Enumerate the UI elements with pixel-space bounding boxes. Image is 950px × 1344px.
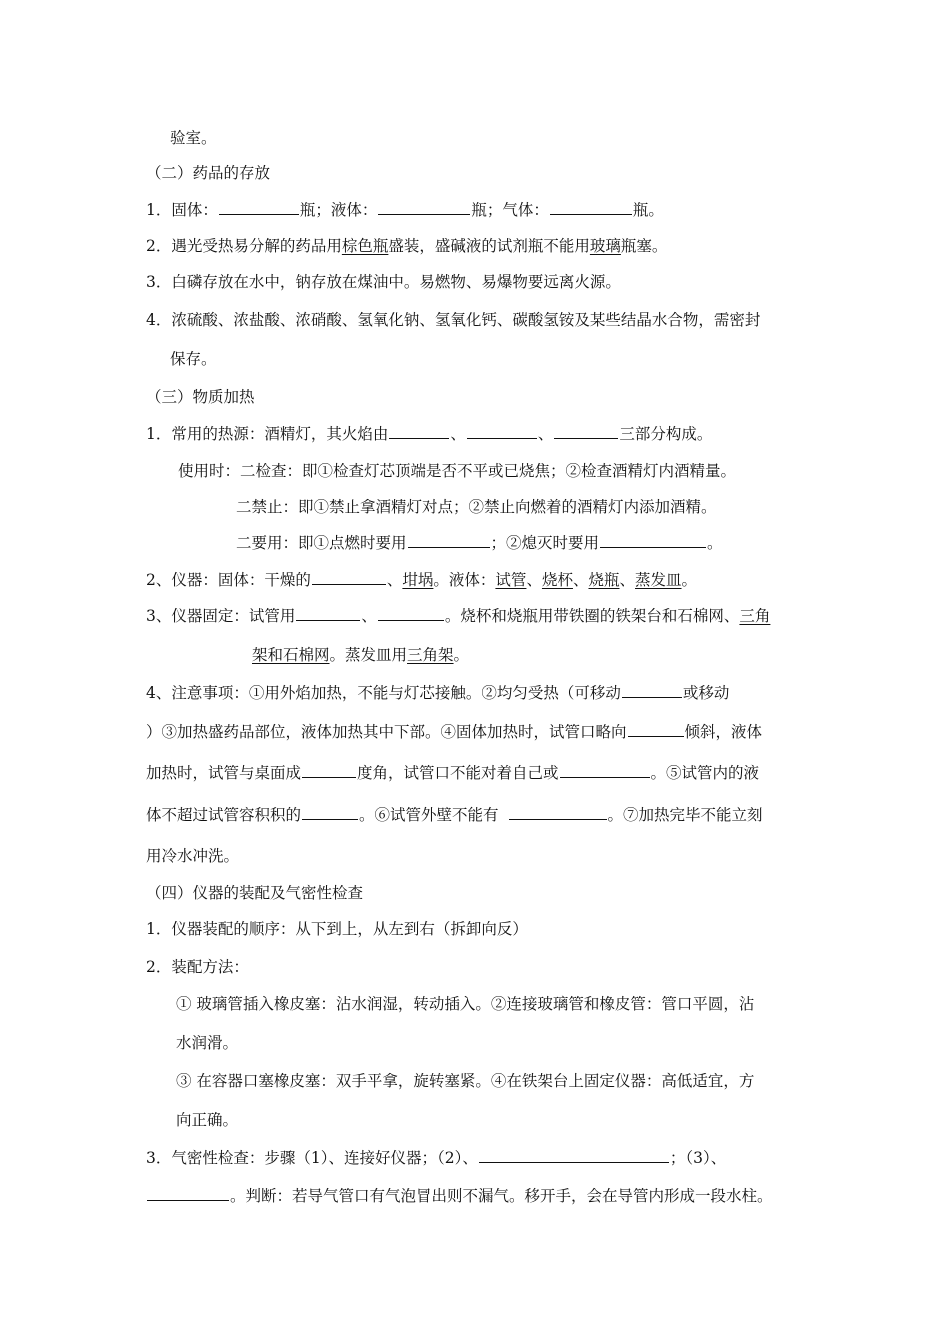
- fill-blank[interactable]: [147, 1186, 229, 1201]
- text-line: 保存。: [170, 350, 217, 368]
- text-line-storage-3: 3．白磷存放在水中，钠存放在煤油中。易燃物、易爆物要远离火源。: [146, 273, 621, 291]
- text-line-notes-3: 加热时，试管与桌面成 度角，试管口不能对着自己或 。⑤试管内的液: [146, 764, 760, 782]
- section-heading-heating: （三）物质加热: [146, 388, 255, 406]
- fill-blank[interactable]: [622, 683, 682, 698]
- fill-blank[interactable]: [378, 200, 470, 215]
- text-line-airtight-2: 。判断：若导气管口有气泡冒出则不漏气。移开手，会在导管内形成一段水柱。: [146, 1186, 773, 1206]
- text-line: 使用时：二检查：即①检查灯芯顶端是否不平或已烧焦；②检查酒精灯内酒精量。: [178, 462, 737, 480]
- fill-blank[interactable]: [302, 805, 358, 820]
- fill-blank[interactable]: [296, 606, 360, 621]
- fill-blank[interactable]: [467, 424, 537, 439]
- fill-blank[interactable]: [600, 533, 706, 548]
- section-heading-assembly: （四）仪器的装配及气密性检查: [146, 884, 364, 902]
- text-line: 向正确。: [176, 1111, 239, 1129]
- fill-blank[interactable]: [389, 424, 449, 439]
- text-line: 二要用：即①点燃时要用 ；②熄灭时要用 。: [236, 534, 723, 552]
- fill-blank[interactable]: [302, 763, 356, 778]
- fill-blank[interactable]: [628, 722, 684, 737]
- fill-blank[interactable]: [560, 763, 650, 778]
- fill-blank[interactable]: [312, 570, 386, 585]
- text-line-fixing: 3、仪器固定：试管用 、 。烧杯和烧瓶用带铁圈的铁架台和石棉网、三角: [146, 607, 771, 625]
- fill-blank[interactable]: [408, 533, 490, 548]
- text-line-storage-2: 2．遇光受热易分解的药品用棕色瓶盛装，盛碱液的试剂瓶不能用玻璃瓶塞。: [146, 237, 668, 255]
- fill-blank[interactable]: [378, 606, 444, 621]
- fill-blank[interactable]: [509, 805, 607, 820]
- fill-blank[interactable]: [554, 424, 618, 439]
- text-line-instruments: 2、仪器：固体：干燥的 、坩埚。液体：试管、烧杯、烧瓶、蒸发皿。: [146, 571, 698, 589]
- fill-blank[interactable]: [479, 1148, 669, 1163]
- text-line-assembly-1: 1．仪器装配的顺序：从下到上，从左到右（拆卸向反）: [146, 920, 528, 938]
- text-line: 验室。: [170, 129, 217, 147]
- text-line-notes-1: 4、注意事项：①用外焰加热，不能与灯芯接触。②均匀受热（可移动 或移动: [146, 684, 730, 702]
- text-line: 架和石棉网。蒸发皿用三角架。: [252, 646, 470, 664]
- text-line: ① 玻璃管插入橡皮塞：沾水润湿，转动插入。②连接玻璃管和橡皮管：管口平圆，沾: [176, 995, 755, 1013]
- text-line: 水润滑。: [176, 1034, 239, 1052]
- text-line-storage-4: 4．浓硫酸、浓盐酸、浓硝酸、氢氧化钠、氢氧化钙、碳酸氢铵及某些结晶水合物，需密封: [146, 311, 761, 329]
- text-line: ③ 在容器口塞橡皮塞：双手平拿，旋转塞紧。④在铁架台上固定仪器：高低适宜，方: [176, 1072, 755, 1090]
- text-line: 二禁止：即①禁止拿酒精灯对点；②禁止向燃着的酒精灯内添加酒精。: [236, 498, 717, 516]
- text-line-notes-2: ）③加热盛药品部位，液体加热其中下部。④固体加热时，试管口略向 倾斜，液体: [146, 723, 763, 741]
- fill-blank[interactable]: [219, 200, 299, 215]
- text-line-notes-4: 体不超过试管容积积的 。⑥试管外壁不能有 。⑦加热完毕不能立刻: [146, 806, 763, 824]
- text-line-assembly-2: 2．装配方法：: [146, 958, 249, 976]
- text-line-storage-1: 1．固体： 瓶；液体： 瓶；气体： 瓶。: [146, 201, 664, 219]
- text-line-airtight: 3．气密性检查：步骤（1）、连接好仪器；（2）、 ；（3）、: [146, 1149, 727, 1167]
- fill-blank[interactable]: [550, 200, 632, 215]
- text-line: 用冷水冲洗。: [146, 847, 240, 865]
- section-heading-storage: （二）药品的存放: [146, 164, 271, 182]
- text-line-heating-1: 1．常用的热源：酒精灯，其火焰由 、 、 三部分构成。: [146, 425, 713, 443]
